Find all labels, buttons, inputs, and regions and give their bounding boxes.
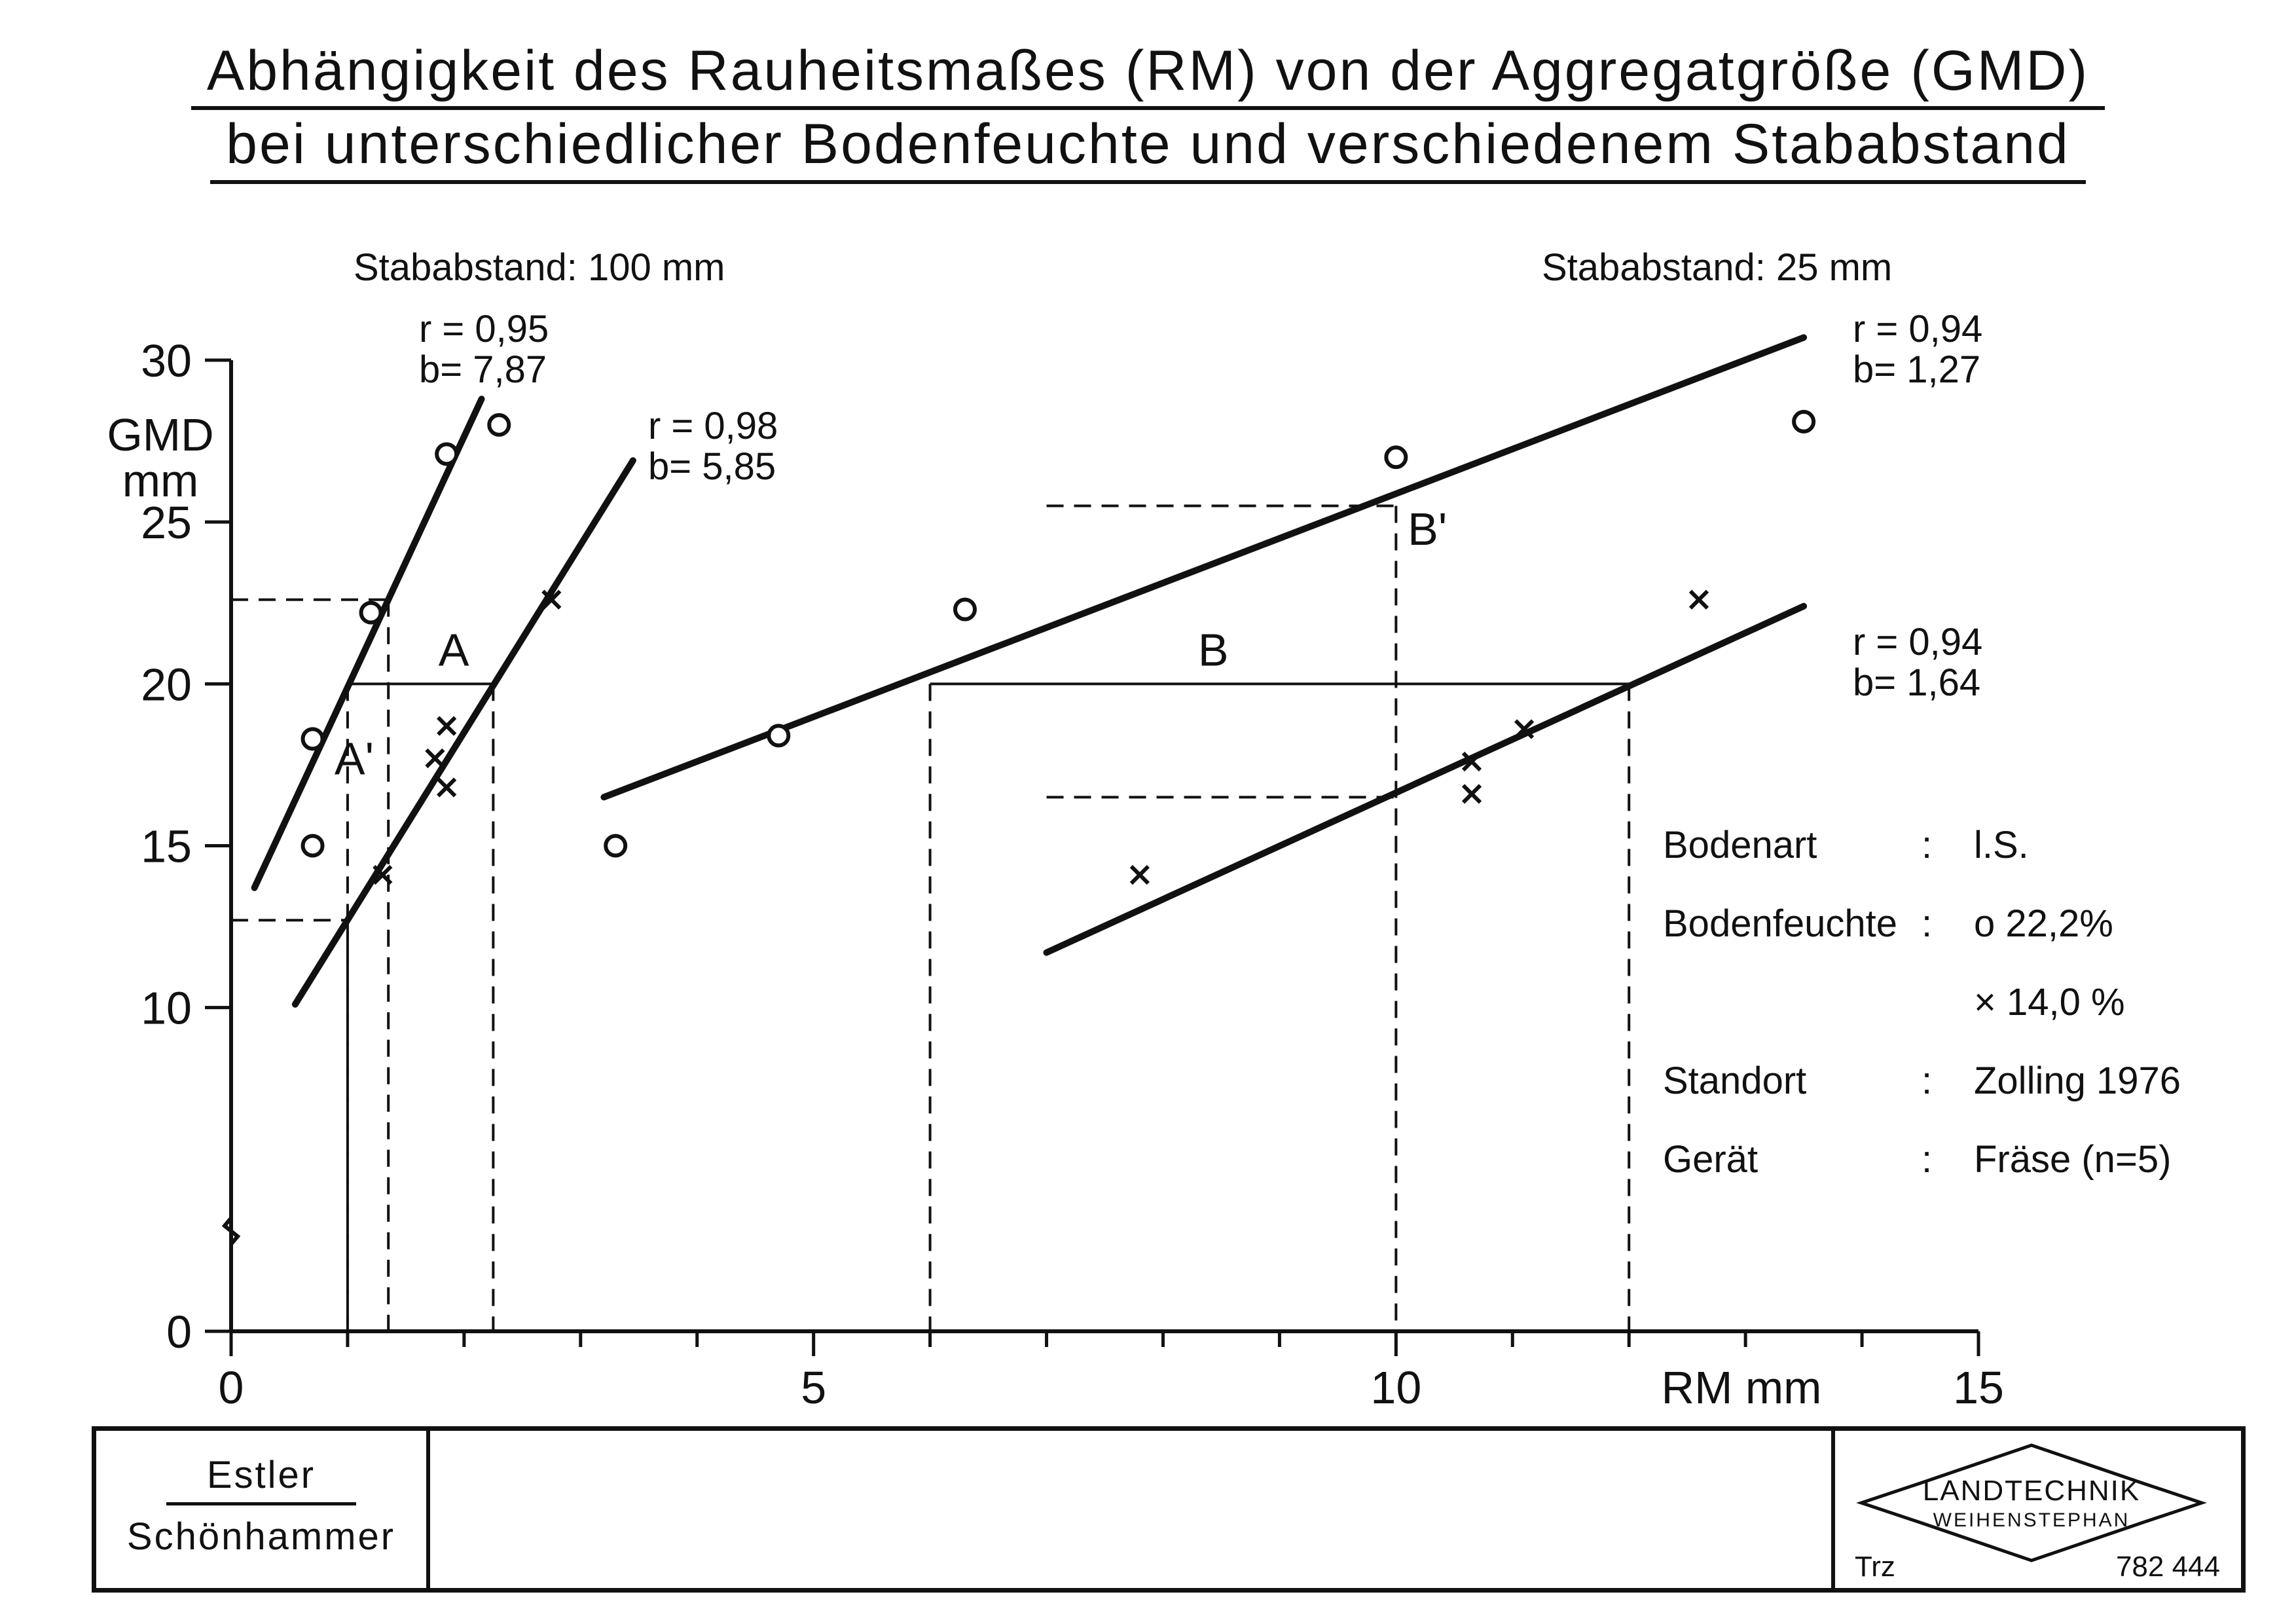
y-tick-label: 30 [141,335,192,386]
fit-r-value-2: r = 0,98 [648,405,778,447]
fit-r-value-4: r = 0,94 [1853,621,1983,663]
data-points [303,412,1814,883]
legend-separator: : [1922,1138,1933,1181]
legend-value: Zolling 1976 [1974,1060,2181,1102]
data-point-circle [1794,412,1813,432]
logo-cell [1831,1431,2241,1588]
trz-label: Trz [1855,1551,1895,1583]
data-point-cross [1131,866,1148,883]
data-point-cross [1690,591,1707,608]
legend-separator: : [1922,824,1933,866]
chart-title: Abhängigkeit des Rauheitsmaßes (RM) von der Aggregatgröße (GMD) [191,39,2105,110]
y-tick-label: 20 [141,659,192,710]
data-point-cross [426,750,443,767]
y-tick-label: 25 [141,497,192,549]
author-name-1: Estler [166,1453,356,1505]
data-point-circle [606,836,625,856]
x-tick-label: 0 [218,1362,244,1413]
legend-key: Gerät [1663,1138,1758,1181]
reference-label-A: A [438,624,469,676]
data-point-circle [769,726,788,745]
y-axis-label-line1: GMD [107,409,214,460]
axes [107,335,2004,1413]
legend-key: Standort [1663,1060,1807,1102]
data-point-circle [303,836,323,856]
legend-value: o 22,2% [1974,902,2113,945]
author-name-2: Schönhammer [126,1515,396,1558]
logo-text-line1: LANDTECHNIK [1922,1475,2141,1507]
x-axis-label: RM mm [1661,1362,1822,1413]
author-cell [96,1431,430,1588]
regression-line-4 [1047,606,1804,953]
data-point-circle [1386,447,1406,467]
y-tick-label: 0 [166,1306,192,1357]
fit-b-value-2: b= 5,85 [648,445,776,488]
landtechnik-logo [1835,1431,2233,1588]
data-point-cross [1463,785,1480,802]
data-point-circle [303,729,323,748]
y-axis-label-line2: mm [122,455,199,506]
legend-key: Bodenfeuchte [1663,902,1897,945]
legend-separator: : [1922,902,1933,945]
chart-subtitle: bei unterschiedlicher Bodenfeuchte und verschiedenem Stababstand [210,113,2086,183]
reference-label-a-prime: A' [334,733,374,784]
legend-value: Fräse (n=5) [1974,1138,2172,1181]
fit-b-value-3: b= 1,27 [1853,348,1981,391]
data-point-cross [438,718,455,735]
fit-r-value-3: r = 0,94 [1853,308,1983,350]
data-point-circle [361,603,381,623]
legend-value: × 14,0 % [1974,981,2125,1024]
y-tick-label: 10 [141,982,192,1034]
legend-value: l.S. [1974,824,2029,866]
legend-key: Bodenart [1663,824,1817,866]
data-point-circle [489,415,509,435]
fit-b-value-4: b= 1,64 [1853,661,1981,704]
x-tick-label: 15 [1953,1362,2004,1413]
reference-label-b-prime: B' [1408,503,1448,555]
x-tick-label: 5 [801,1362,827,1413]
fit-r-value-1: r = 0,95 [419,308,549,350]
x-tick-label: 10 [1370,1362,1422,1413]
title-block-footer [92,1426,2246,1593]
chart-labels [354,246,2181,1181]
logo-text-line2: WEIHENSTEPHAN [1933,1509,2130,1531]
group-label-25mm: Stababstand: 25 mm [1542,246,1893,289]
regression-line-2 [295,460,633,1004]
drawing-number: 782 444 [2115,1551,2220,1583]
data-point-cross [438,779,455,796]
data-point-circle [955,600,975,619]
reference-label-B: B [1197,624,1229,676]
fit-lines [255,337,1804,1004]
y-tick-label: 15 [141,821,192,872]
data-point-circle [437,444,456,464]
group-label-100mm: Stababstand: 100 mm [354,246,725,289]
fit-b-value-1: b= 7,87 [419,348,547,391]
legend-separator: : [1922,1060,1933,1102]
reference-lines [231,504,1629,1331]
